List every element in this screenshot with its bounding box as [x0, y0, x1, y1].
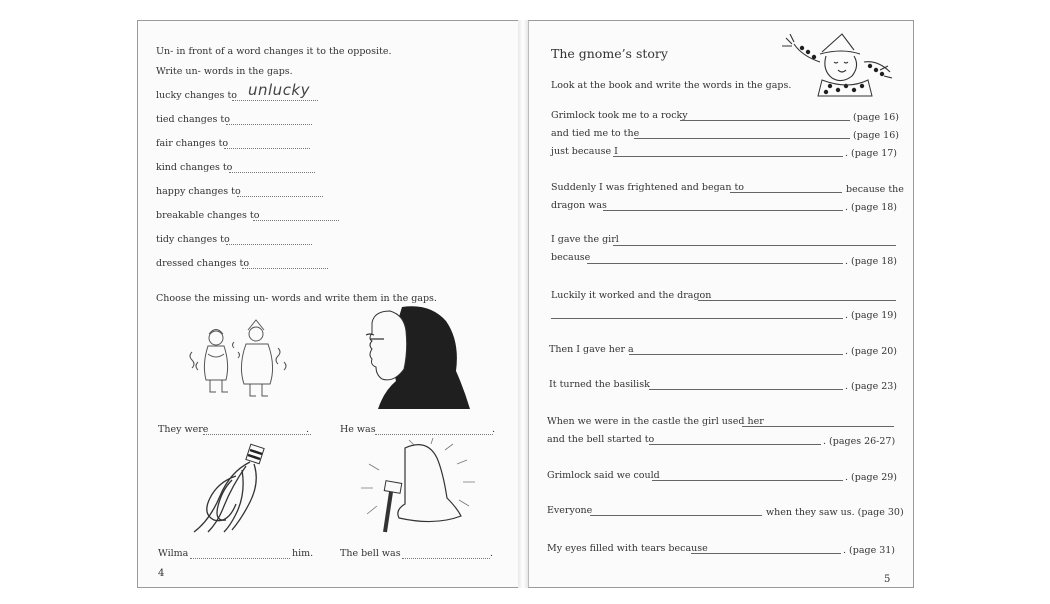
page-ref: . (page 23) — [845, 381, 898, 392]
answer-line[interactable] — [649, 389, 843, 390]
exercise-prompt: tied changes to — [156, 114, 230, 125]
section-2-instruction: Choose the missing un- words and write them in the gaps. — [156, 293, 437, 304]
answer-blank[interactable] — [253, 220, 339, 221]
page-ref: . (page 18) — [845, 256, 898, 267]
answer-line[interactable] — [698, 300, 896, 301]
story-line: Suddenly I was frightened and began to — [551, 182, 745, 193]
story-line: and tied me to the — [551, 128, 640, 139]
exercise-prompt: tidy changes to — [156, 234, 230, 245]
answer-line[interactable] — [691, 553, 841, 554]
story-line: Everyone — [547, 505, 593, 516]
story-line: Grimlock took me to a rocky — [551, 110, 688, 121]
story-line: When we were in the castle the girl used her — [547, 416, 764, 427]
page-ref: (page 16) — [853, 112, 899, 123]
caption-wilma: Wilma — [158, 548, 189, 559]
cold-people-illustration — [180, 322, 292, 406]
page-title: The gnome’s story — [551, 46, 668, 61]
exercise-prompt: dressed changes to — [156, 258, 250, 269]
story-line: Grimlock said we could — [547, 470, 660, 481]
answer-line[interactable] — [634, 138, 850, 139]
answer-blank[interactable] — [242, 268, 328, 269]
answer-blank[interactable] — [226, 244, 312, 245]
answer-blank[interactable] — [224, 148, 310, 149]
page-ref: . (page 17) — [845, 148, 898, 159]
period: . — [490, 548, 494, 559]
page-ref: . (page 20) — [845, 346, 898, 357]
answer-line[interactable] — [649, 444, 821, 445]
answer-line[interactable] — [652, 480, 843, 481]
answer-line[interactable] — [613, 245, 896, 246]
story-line: and the bell started to — [547, 434, 655, 445]
story-line: Luckily it worked and the dragon — [551, 290, 712, 301]
story-line: when they saw us. (page 30) — [766, 507, 904, 518]
period: . — [492, 424, 496, 435]
answer-line[interactable] — [730, 192, 842, 193]
story-line: because — [551, 252, 591, 263]
right-page — [528, 20, 914, 588]
page-ref: (page 16) — [853, 130, 899, 141]
book-spine — [518, 20, 528, 588]
instruction: Look at the book and write the words in the gaps. — [551, 80, 792, 91]
gnome-illustration — [778, 32, 896, 96]
handwritten-answer: unlucky — [248, 81, 310, 99]
story-line: Then I gave her a — [549, 344, 634, 355]
page-ref: . (pages 26-27) — [823, 436, 896, 447]
story-line: just because I — [551, 146, 618, 157]
page-ref: . (page 19) — [845, 310, 898, 321]
intro-line-2: Write un- words in the gaps. — [156, 66, 293, 77]
caption-he-was: He was — [340, 424, 376, 435]
bell-illustration — [355, 440, 481, 534]
answer-line[interactable] — [603, 210, 843, 211]
rope-illustration — [190, 444, 270, 536]
answer-blank[interactable] — [229, 172, 315, 173]
exercise-prompt: kind changes to — [156, 162, 233, 173]
answer-blank[interactable] — [232, 100, 318, 101]
story-line: because the — [846, 184, 904, 195]
story-line: I gave the girl — [551, 234, 619, 245]
exercise-prompt: happy changes to — [156, 186, 241, 197]
exercise-prompt: lucky changes to — [156, 90, 237, 101]
story-line: dragon was — [551, 200, 607, 211]
page-ref: . (page 18) — [845, 202, 898, 213]
answer-line[interactable] — [551, 318, 843, 319]
page-ref: . (page 29) — [845, 472, 898, 483]
page-ref: . (page 31) — [843, 545, 896, 556]
answer-line[interactable] — [613, 156, 843, 157]
caption-him: him. — [292, 548, 314, 559]
story-line: My eyes filled with tears because — [547, 543, 708, 554]
period: . — [306, 424, 310, 435]
answer-blank[interactable] — [203, 434, 311, 435]
page-number-left: 4 — [158, 568, 165, 579]
caption-they-were: They were — [158, 424, 209, 435]
answer-line[interactable] — [587, 263, 843, 264]
page-number-right: 5 — [884, 574, 891, 585]
exercise-prompt: fair changes to — [156, 138, 229, 149]
story-line: It turned the basilisk — [549, 379, 650, 390]
answer-blank[interactable] — [375, 434, 493, 435]
caped-man-illustration — [358, 305, 470, 409]
answer-blank[interactable] — [402, 558, 490, 559]
answer-line[interactable] — [629, 354, 843, 355]
exercise-prompt: breakable changes to — [156, 210, 260, 221]
answer-blank[interactable] — [226, 124, 312, 125]
answer-blank[interactable] — [237, 196, 323, 197]
answer-line[interactable] — [680, 120, 850, 121]
caption-bell-was: The bell was — [340, 548, 401, 559]
intro-line-1: Un- in front of a word changes it to the opposite. — [156, 46, 392, 57]
answer-blank[interactable] — [190, 558, 290, 559]
answer-line[interactable] — [590, 515, 762, 516]
answer-line[interactable] — [742, 426, 894, 427]
